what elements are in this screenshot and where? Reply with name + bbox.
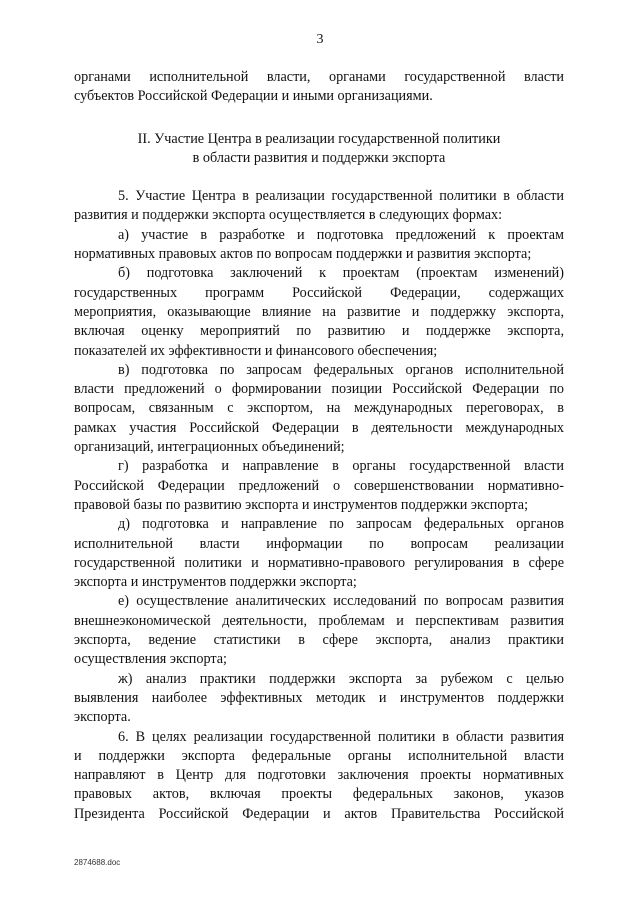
text-line: государственной политики и нормативно-правового регулирования в сфере bbox=[74, 554, 564, 571]
paragraph bbox=[74, 728, 564, 824]
paragraph bbox=[74, 592, 564, 669]
text-line: и поддержки экспорта федеральные органы исполнительной власти bbox=[74, 747, 564, 764]
text-line: Президента Российской Федерации и актов Правительства Российской bbox=[74, 805, 564, 822]
text-line: правовых актов, включая проекты федеральных законов, указов bbox=[74, 786, 564, 803]
text-line: г) разработка и направление в органы государственной власти bbox=[118, 458, 564, 475]
text-line: д) подготовка и направление по запросам федеральных органов bbox=[118, 516, 564, 533]
document-code: 2874688.doc bbox=[74, 858, 121, 867]
text-line: выявления наиболее эффективных методик и инструментов поддержки bbox=[74, 689, 564, 706]
paragraph bbox=[74, 457, 564, 515]
text-line: вопросам, связанным с экспортом, на международных переговорах, в bbox=[74, 400, 564, 417]
text-line: Российской Федерации предложений о совершенствовании нормативно- bbox=[74, 477, 564, 494]
page-number: 3 bbox=[316, 32, 324, 47]
text-line: экспорта. bbox=[74, 709, 131, 726]
document-body bbox=[74, 68, 564, 824]
text-line: а) участие в разработке и подготовка предложений к проектам bbox=[118, 226, 564, 243]
text-line: организаций, интеграционных объединений; bbox=[74, 439, 345, 456]
text-line: б) подготовка заключений к проектам (проектам изменений) bbox=[118, 265, 564, 282]
text-line: в) подготовка по запросам федеральных органов исполнительной bbox=[118, 361, 564, 378]
paragraph-list bbox=[74, 187, 564, 824]
text-line: мероприятия, оказывающие влияние на развитие и поддержку экспорта, bbox=[74, 303, 564, 320]
intro-paragraph bbox=[74, 68, 564, 107]
paragraph bbox=[74, 226, 564, 265]
section-heading bbox=[74, 130, 564, 169]
text-line: 5. Участие Центра в реализации государственной политики в области bbox=[118, 188, 564, 205]
text-line: направляют в Центр для подготовки заключения проекты нормативных bbox=[74, 767, 564, 784]
text-line: ж) анализ практики поддержки экспорта за рубежом с целью bbox=[118, 670, 564, 687]
text-line: 6. В целях реализации государственной политики в области развития bbox=[118, 728, 564, 745]
text-line: осуществления экспорта; bbox=[74, 651, 228, 668]
text-line: нормативных правовых актов по вопросам поддержки и развития экспорта; bbox=[74, 246, 532, 263]
text-line: экспорта, ведение статистики в сфере экспорта, анализ практики bbox=[74, 632, 564, 649]
text-line: е) осуществление аналитических исследований по вопросам развития bbox=[118, 593, 564, 610]
text-line: правовой базы по развитию экспорта и инструментов поддержки экспорта; bbox=[74, 496, 529, 513]
paragraph bbox=[74, 187, 564, 226]
text-line: экспорта и инструментов поддержки экспорта; bbox=[74, 574, 357, 591]
text-line: развития и поддержки экспорта осуществляется в следующих формах: bbox=[74, 207, 503, 224]
text-line: исполнительной власти информации по вопросам реализации bbox=[74, 535, 564, 552]
paragraph bbox=[74, 670, 564, 728]
paragraph bbox=[74, 264, 564, 360]
text-line: включая оценку мероприятий по развитию и поддержке экспорта, bbox=[74, 323, 564, 340]
heading-line: в области развития и поддержки экспорта bbox=[192, 149, 446, 166]
heading-line: II. Участие Центра в реализации государственной политики bbox=[137, 130, 501, 147]
text-line: органами исполнительной власти, органами государственной власти bbox=[74, 69, 564, 85]
text-line: власти предложений о формировании позиции Российской Федерации по bbox=[74, 381, 564, 398]
text-line: показателей их эффективности и финансового обеспечения; bbox=[74, 342, 438, 359]
paragraph bbox=[74, 515, 564, 592]
paragraph bbox=[74, 361, 564, 457]
text-line: рамках участия Российской Федерации в деятельности международных bbox=[74, 419, 564, 436]
text-line: государственных программ Российской Федерации, содержащих bbox=[74, 284, 564, 301]
text-line: субъектов Российской Федерации и иными организациями. bbox=[74, 88, 433, 105]
text-line: внешнеэкономической деятельности, проблемам и перспективам развития bbox=[74, 612, 564, 629]
